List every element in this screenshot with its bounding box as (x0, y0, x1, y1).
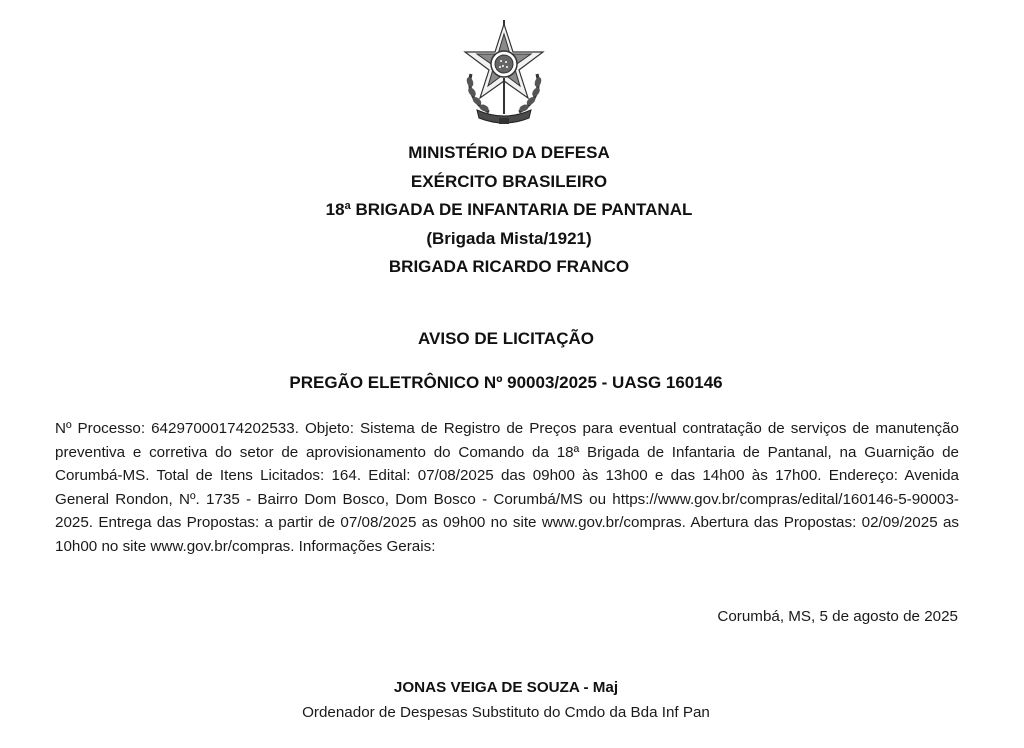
place-date: Corumbá, MS, 5 de agosto de 2025 (717, 608, 958, 625)
letterhead (0, 139, 1018, 282)
pregao-title: PREGÃO ELETRÔNICO Nº 90003/2025 - UASG 160146 (289, 373, 723, 392)
header-line-ministry: MINISTÉRIO DA DEFESA (408, 143, 610, 162)
header-line-army: EXÉRCITO BRASILEIRO (410, 171, 608, 191)
signer-role: Ordenador de Despesas Substituto do Cmdo da Bda Inf Pan (302, 704, 710, 721)
notice-body: Nº Processo: 64297000174202533. Objeto: Sistema de Registro de Preços para eventual contratação de serviços de manutenção preventiva e corretiva do setor de aprovisionamento do Comando da 18ª Brigada de Infantaria de Pantanal, na Guarnição de Corumbá-MS. Total de Itens Licitados: 164. Edital: 07/08/2025 das 09h00 às 13h00 e das 14h00 às 17h00. Endereço: Avenida General Rondon, Nº. 1735 - Bairro Dom Bosco, Dom Bosco - Corumbá/MS ou https://www.gov.br/compras/edital/160146-5-90003-2025. Entrega das Propostas: a partir de 07/08/2025 as 09h00 no site www.gov.br/compras. Abertura das Propostas: 02/09/2025 as 10h00 no site www.gov.br/compras. Informações Gerais: (55, 420, 959, 555)
header-line-brigade-subtitle: (Brigada Mista/1921) (426, 228, 592, 248)
signer-name: JONAS VEIGA DE SOUZA - Maj (393, 679, 619, 696)
header-line-brigade: 18ª BRIGADA DE INFANTARIA DE PANTANAL (325, 200, 693, 220)
header-line-brigade-name: BRIGADA RICARDO FRANCO (388, 257, 630, 277)
coat-of-arms-icon (457, 18, 551, 130)
notice-title: AVISO DE LICITAÇÃO (418, 329, 594, 348)
